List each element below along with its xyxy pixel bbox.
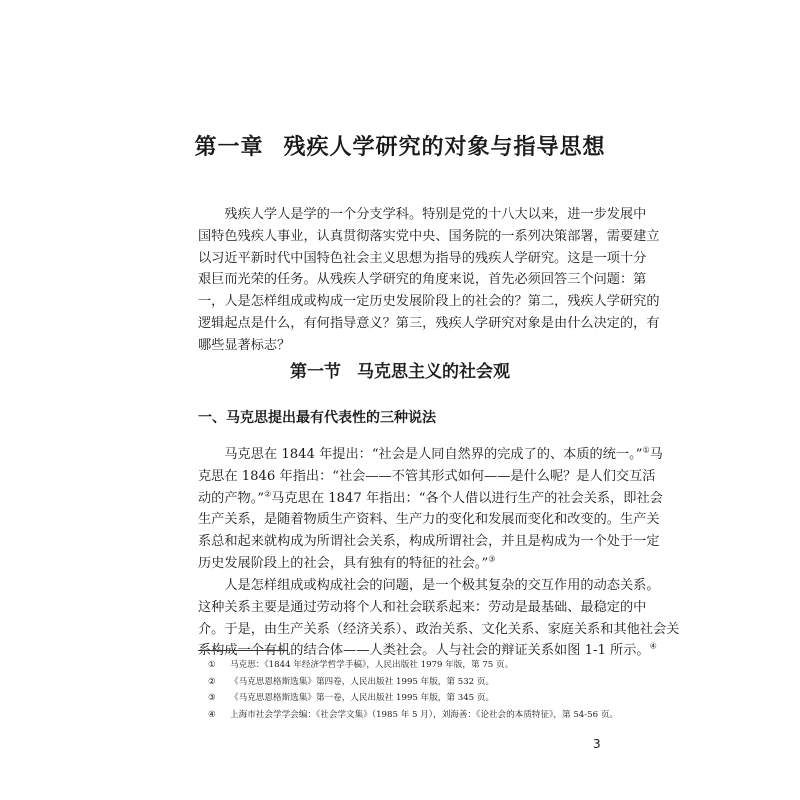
subsection-title: 一、马克思提出最有代表性的三种说法 <box>198 410 436 426</box>
page-number: 3 <box>593 737 601 751</box>
text-run: 历史发展阶段上的社会，具有独有的特征的社会。” <box>198 555 489 571</box>
footnote-mark: ④ <box>208 709 216 720</box>
footnote-ref: ① <box>642 445 650 455</box>
footnote-mark: ③ <box>208 693 216 703</box>
footnote-item <box>208 707 618 724</box>
paragraph-line <box>198 488 663 510</box>
body-paragraph-1 <box>198 444 663 575</box>
intro-line: 哪些显著标志？ <box>198 337 291 353</box>
section-name: 马克思主义的社会观 <box>357 362 510 382</box>
footnote-text: 《马克思恩格斯选集》第一卷，人民出版社 1995 年版，第 345 页。 <box>230 693 495 703</box>
chapter-name: 残疾人学研究的对象与指导思想 <box>283 135 606 160</box>
chapter-number: 第一章 <box>194 135 264 160</box>
text-run: 动的产物。” <box>198 490 265 506</box>
intro-line: 残疾人学人是学的一个分支学科。特别是党的十八大以来，进一步发展中 <box>198 207 647 222</box>
text-run: 系构成一个有机的结合体——人类社会。人与社会的辩证关系如图 1-1 所示。 <box>198 643 650 659</box>
footnote-text: 《马克思恩格斯选集》第四卷，人民出版社 1995 年版，第 532 页。 <box>230 676 495 687</box>
paragraph-line: 介。于是，由生产关系（经济关系）、政治关系、文化关系、家庭关系和其他社会关 <box>198 621 680 637</box>
intro-line: 艰巨而光荣的任务。从残疾人学研究的角度来说，首先必须回答三个问题：第 <box>198 272 647 288</box>
paragraph-line: 克思在 1846 年指出：“社会——不管其形式如何——是什么呢？是人们交互活 <box>198 468 656 484</box>
footnote-mark: ② <box>208 676 216 687</box>
footnote-divider <box>198 650 288 651</box>
intro-line: 逻辑起点是什么，有何指导意义？第三，残疾人学研究对象是由什么决定的，有 <box>198 315 660 331</box>
footnote-item <box>208 674 618 691</box>
footnote-item <box>208 657 618 674</box>
paragraph-line: 系总和起来就构成为所谓社会关系，构成所谓社会，并且是构成为一个处于一定 <box>198 534 660 550</box>
footnote-mark: ① <box>208 660 216 670</box>
intro-line: 一，人是怎样组成或构成一定历史发展阶段上的社会的？第二，残疾人学研究的 <box>198 294 660 310</box>
text-run: 马克思在 1844 年提出：“社会是人同自然界的完成了的、本质的统一。” <box>198 447 643 462</box>
footnote-text: 上海市社会学学会编：《社会学文集》（1985 年 5 月），刘海善：《论社会的本质特征》，第 54-56 页。 <box>230 709 619 720</box>
footnote-text: 马克思：《1844 年经济学哲学手稿》，人民出版社 1979 年版，第 75 页。 <box>230 660 514 670</box>
paragraph-line: 人是怎样组成或构成社会的问题，是一个极其复杂的交互作用的动态关系。 <box>198 578 660 593</box>
paragraph-line: 生产关系，是随着物质生产资料、生产力的变化和发展而变化和改变的。生产关 <box>198 512 660 528</box>
footnote-ref: ③ <box>488 554 496 564</box>
paragraph-line: 这种关系主要是通过劳动将个人和社会联系起来：劳动是最基础、最稳定的中 <box>198 599 647 615</box>
section-title <box>0 357 800 382</box>
footnote-list <box>208 657 618 723</box>
paragraph-line <box>198 553 614 575</box>
chapter-title <box>0 130 800 161</box>
intro-line: 国特色残疾人事业，认真贯彻落实党中央、国务院的一系列决策部署，需要建立 <box>198 228 660 244</box>
intro-line: 以习近平新时代中国特色社会主义思想为指导的残疾人学研究。这是一项十分 <box>198 250 647 266</box>
intro-paragraph <box>198 204 660 357</box>
footnote-ref: ④ <box>649 642 657 651</box>
text-run: 马 <box>649 447 663 462</box>
section-number: 第一节 <box>290 362 341 382</box>
text-run: 马克思在 1847 年指出：“各个人借以进行生产的社会关系，即社会 <box>271 490 663 506</box>
paragraph-line <box>198 444 663 466</box>
footnote-item <box>208 690 618 707</box>
footnote-ref: ② <box>264 489 272 499</box>
